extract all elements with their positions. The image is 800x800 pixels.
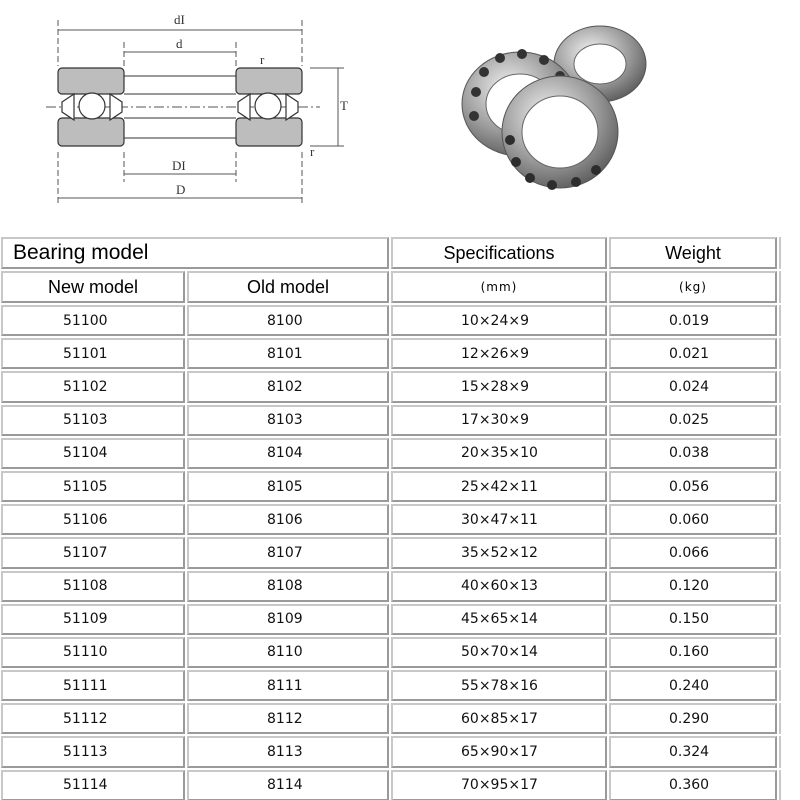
table-row xyxy=(0,470,800,503)
label-r-bottom: r xyxy=(310,144,315,159)
cell-specification: 35×52×12 xyxy=(391,537,607,568)
cell-new-model: 51104 xyxy=(1,438,185,469)
table-edge xyxy=(779,736,799,767)
cell-new-model: 51103 xyxy=(1,405,185,436)
header-old-model: Old model xyxy=(187,271,389,303)
table-row xyxy=(0,570,800,603)
cell-specification: 17×30×9 xyxy=(391,405,607,436)
header-weight-unit: (kg) xyxy=(609,271,777,303)
header-weight: Weight xyxy=(609,237,777,269)
table-edge xyxy=(779,571,799,602)
label-d: d xyxy=(176,36,183,51)
cell-old-model: 8107 xyxy=(187,537,389,568)
table-edge xyxy=(779,637,799,668)
cell-weight: 0.066 xyxy=(609,537,777,568)
label-T: T xyxy=(340,98,348,113)
header-new-model: New model xyxy=(1,271,185,303)
table-row xyxy=(0,769,800,800)
cell-old-model: 8111 xyxy=(187,670,389,701)
table-row xyxy=(0,404,800,437)
table-header-row-1 xyxy=(0,236,800,270)
table-row xyxy=(0,370,800,403)
cell-new-model: 51105 xyxy=(1,471,185,502)
cell-new-model: 51113 xyxy=(1,736,185,767)
table-row xyxy=(0,437,800,470)
cell-old-model: 8114 xyxy=(187,770,389,800)
cell-old-model: 8106 xyxy=(187,504,389,535)
cell-weight: 0.024 xyxy=(609,371,777,402)
cell-weight: 0.150 xyxy=(609,604,777,635)
table-edge xyxy=(779,471,799,502)
table-row xyxy=(0,669,800,702)
cell-weight: 0.056 xyxy=(609,471,777,502)
cell-specification: 60×85×17 xyxy=(391,703,607,734)
cell-new-model: 51109 xyxy=(1,604,185,635)
cell-old-model: 8108 xyxy=(187,571,389,602)
cell-old-model: 8103 xyxy=(187,405,389,436)
table-row xyxy=(0,304,800,337)
cell-old-model: 8109 xyxy=(187,604,389,635)
table-row xyxy=(0,337,800,370)
cell-specification: 20×35×10 xyxy=(391,438,607,469)
cell-weight: 0.021 xyxy=(609,338,777,369)
cell-new-model: 51114 xyxy=(1,770,185,800)
table-edge xyxy=(779,371,799,402)
table-edge xyxy=(779,504,799,535)
table-edge xyxy=(779,338,799,369)
thrust-bearing-photo xyxy=(450,22,660,202)
table-row xyxy=(0,735,800,768)
label-r-top: r xyxy=(260,52,265,67)
table-edge xyxy=(779,604,799,635)
cell-new-model: 51107 xyxy=(1,537,185,568)
header-bearing-model: Bearing model xyxy=(1,237,389,269)
cell-weight: 0.324 xyxy=(609,736,777,767)
label-d1: dI xyxy=(174,12,185,27)
cell-specification: 25×42×11 xyxy=(391,471,607,502)
table-header-row-2 xyxy=(0,270,800,304)
label-D1: DI xyxy=(172,158,186,173)
cell-old-model: 8110 xyxy=(187,637,389,668)
cell-specification: 12×26×9 xyxy=(391,338,607,369)
table-row xyxy=(0,603,800,636)
table-edge xyxy=(779,770,799,800)
cell-weight: 0.038 xyxy=(609,438,777,469)
cell-old-model: 8102 xyxy=(187,371,389,402)
table-edge xyxy=(779,305,799,336)
cell-weight: 0.019 xyxy=(609,305,777,336)
cell-specification: 40×60×13 xyxy=(391,571,607,602)
table-edge xyxy=(779,438,799,469)
cell-new-model: 51101 xyxy=(1,338,185,369)
cell-new-model: 51106 xyxy=(1,504,185,535)
cell-weight: 0.120 xyxy=(609,571,777,602)
cell-weight: 0.060 xyxy=(609,504,777,535)
table-edge xyxy=(779,271,799,303)
cell-weight: 0.025 xyxy=(609,405,777,436)
cell-weight: 0.160 xyxy=(609,637,777,668)
table-row xyxy=(0,503,800,536)
bearing-cross-section-drawing xyxy=(40,6,380,218)
cell-specification: 15×28×9 xyxy=(391,371,607,402)
cell-old-model: 8104 xyxy=(187,438,389,469)
table-edge xyxy=(779,237,799,269)
cell-new-model: 51102 xyxy=(1,371,185,402)
label-D: D xyxy=(176,182,186,197)
cell-specification: 55×78×16 xyxy=(391,670,607,701)
cell-specification: 50×70×14 xyxy=(391,637,607,668)
table-edge xyxy=(779,670,799,701)
cell-specification: 70×95×17 xyxy=(391,770,607,800)
cell-new-model: 51108 xyxy=(1,571,185,602)
table-row xyxy=(0,536,800,569)
cell-new-model: 51100 xyxy=(1,305,185,336)
cell-weight: 0.360 xyxy=(609,770,777,800)
cell-new-model: 51112 xyxy=(1,703,185,734)
cell-specification: 30×47×11 xyxy=(391,504,607,535)
table-row xyxy=(0,636,800,669)
table-edge xyxy=(779,537,799,568)
cell-weight: 0.290 xyxy=(609,703,777,734)
cell-old-model: 8105 xyxy=(187,471,389,502)
cell-old-model: 8112 xyxy=(187,703,389,734)
cell-old-model: 8101 xyxy=(187,338,389,369)
table-row xyxy=(0,702,800,735)
cell-new-model: 51111 xyxy=(1,670,185,701)
cell-weight: 0.240 xyxy=(609,670,777,701)
cell-old-model: 8113 xyxy=(187,736,389,767)
cell-old-model: 8100 xyxy=(187,305,389,336)
cell-specification: 65×90×17 xyxy=(391,736,607,767)
cell-new-model: 51110 xyxy=(1,637,185,668)
table-body xyxy=(0,304,800,800)
header-spec-unit: (mm) xyxy=(391,271,607,303)
table-edge xyxy=(779,405,799,436)
cell-specification: 45×65×14 xyxy=(391,604,607,635)
header-specifications: Specifications xyxy=(391,237,607,269)
table-edge xyxy=(779,703,799,734)
bearing-spec-table xyxy=(0,236,800,800)
cell-specification: 10×24×9 xyxy=(391,305,607,336)
